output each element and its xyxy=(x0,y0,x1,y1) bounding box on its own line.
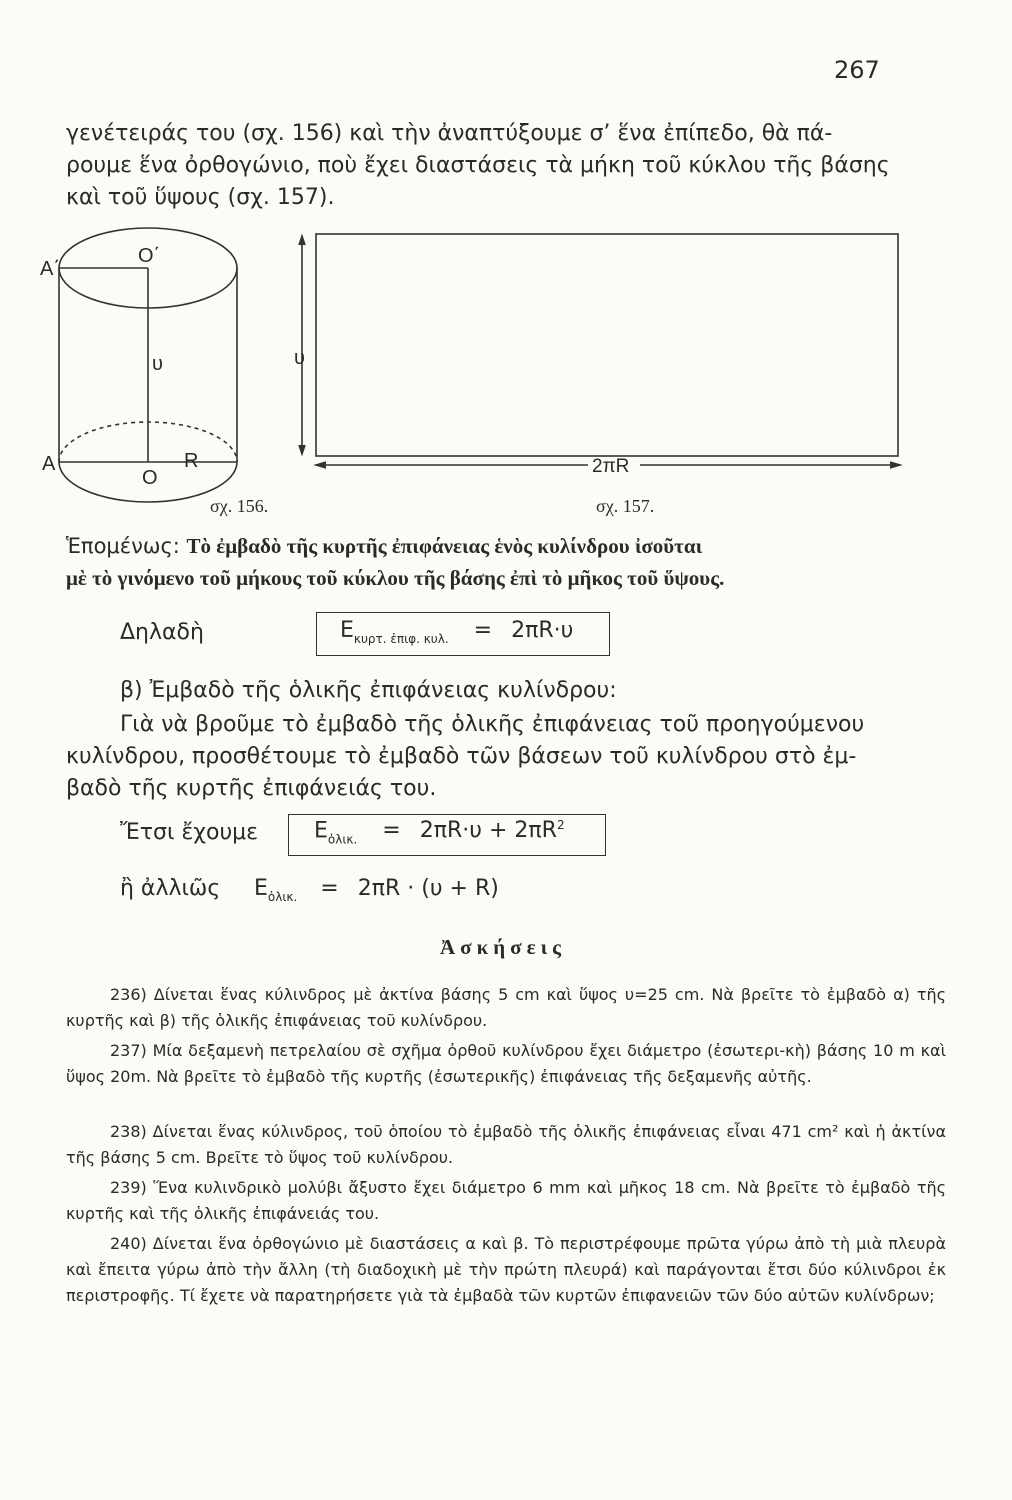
formula2-subscript: ὁλικ. xyxy=(327,832,358,847)
figures-svg xyxy=(0,0,1012,530)
label-u-156: υ xyxy=(152,353,163,375)
formula1-rhs: 2πR·υ xyxy=(511,618,574,643)
label-o-prime: Ο΄ xyxy=(138,245,161,267)
exercise-240: 240) Δίνεται ἕνα ὀρθογώνιο μὲ διαστάσεις α καὶ β. Τὸ περιστρέφουμε πρῶτα γύρω ἀπὸ τὴ μιὰ πλευρὰ καὶ ἔπειτα γύρω ἀπὸ τὴν ἄλλη (τὴ διαδοχικὴ μὲ τὴν πρώτη πλευρά) καὶ παράγονται ἔτσι δύο κύλινδροι ἐκ περιστροφῆς. Τί ἔχετε νὰ παρατηρήσετε γιὰ τὰ ἐμβαδὰ τῶν κυρτῶν ἐπιφανειῶν τῶν δύο αὐτῶν κυλίνδρων; xyxy=(66,1234,946,1305)
intro-line-1: γενέτειράς του (σχ. 156) καὶ τὴν ἀναπτύξουμε σ’ ἕνα ἐπίπεδο, θὰ πά- xyxy=(66,121,833,146)
page-number: 267 xyxy=(834,56,880,84)
label-r: R xyxy=(184,450,199,472)
conclusion-bold-1: Τὸ ἐμβαδὸ τῆς κυρτῆς ἐπιφάνειας ἑνὸς κυλίνδρου ἰσοῦται xyxy=(186,534,703,558)
formula2-e: Ε xyxy=(314,818,328,844)
formula2-label: Ἔτσι ἔχουμε xyxy=(120,820,259,845)
label-a: Α xyxy=(42,453,56,475)
conclusion-line-2: μὲ τὸ γινόμενο τοῦ μήκους τοῦ κύκλου τῆς βάσης ἐπὶ τὸ μῆκος τοῦ ὕψους. xyxy=(66,566,725,590)
formula1-label: Δηλαδὴ xyxy=(120,620,204,645)
intro-line-2: ρουμε ἕνα ὀρθογώνιο, ποὺ ἔχει διαστάσεις τὰ μήκη τοῦ κύκλου τῆς βάσης xyxy=(66,153,890,178)
formula3-content xyxy=(254,876,499,904)
cylinder-figure-156 xyxy=(59,228,237,502)
formula3-label: ἢ ἀλλιῶς xyxy=(120,876,221,901)
formula2-content xyxy=(314,818,565,846)
intro-line-3: καὶ τοῦ ὕψους (σχ. 157). xyxy=(66,185,335,210)
section-b-line-3: βαδὸ τῆς κυρτῆς ἐπιφάνειάς του. xyxy=(66,776,437,801)
label-o: Ο xyxy=(142,467,158,489)
formula2-equals: = xyxy=(382,818,401,844)
caption-157: σχ. 157. xyxy=(596,496,655,516)
formula2-rhs: 2πR·υ + 2πR xyxy=(419,818,557,844)
formula3-e: Ε xyxy=(254,876,268,901)
formula3-rhs: 2πR · (υ + R) xyxy=(357,876,499,901)
exercise-237: 237) Μία δεξαμενὴ πετρελαίου σὲ σχῆμα ὀρθοῦ κυλίνδρου ἔχει διάμετρο (ἐσωτερι-κὴ) βάσης 10 m καὶ ὕψος 20m. Νὰ βρεῖτε τὸ ἐμβαδὸ τῆς κυρτῆς (ἐσωτερικῆς) ἐπιφάνειας τῆς δεξαμενῆς αὐτῆς. xyxy=(66,1041,946,1086)
section-b-line-1: Γιὰ νὰ βροῦμε τὸ ἐμβαδὸ τῆς ὁλικῆς ἐπιφάνειας τοῦ προηγούμενου xyxy=(120,712,865,737)
conclusion-line-1 xyxy=(66,530,946,562)
label-a-prime: Α΄ xyxy=(40,258,60,280)
formula3-equals: = xyxy=(320,876,339,901)
label-2pir: 2πR xyxy=(592,456,630,477)
label-u-157: υ xyxy=(294,347,305,369)
formula2-sup: 2 xyxy=(556,818,565,832)
formula3-subscript: ὁλικ. xyxy=(267,890,298,904)
exercise-238: 238) Δίνεται ἕνας κύλινδρος, τοῦ ὁποίου τὸ ἐμβαδὸ τῆς ὁλικῆς ἐπιφάνειας εἶναι 471 cm² καὶ ἡ ἀκτίνα τῆς βάσης 5 cm. Βρεῖτε τὸ ὕψος τοῦ κυλίνδρου. xyxy=(66,1122,946,1167)
section-b-heading: β) Ἐμβαδὸ τῆς ὁλικῆς ἐπιφάνειας κυλίνδρου: xyxy=(120,678,617,703)
section-b-line-2: κυλίνδρου, προσθέτουμε τὸ ἐμβαδὸ τῶν βάσεων τοῦ κυλίνδρου στὸ ἐμ- xyxy=(66,744,857,769)
rectangle-figure-157 xyxy=(299,234,900,468)
formula1-equals: = xyxy=(473,618,493,643)
exercise-239: 239) Ἕνα κυλινδρικὸ μολύβι ἄξυστο ἔχει διάμετρο 6 mm καὶ μῆκος 18 cm. Νὰ βρεῖτε τὸ ἐμβαδὸ τῆς κυρτῆς καὶ τῆς ὁλικῆς ἐπιφάνειάς του. xyxy=(66,1178,946,1223)
formula1-e: Ε xyxy=(340,618,354,643)
caption-156: σχ. 156. xyxy=(210,496,269,516)
conclusion-lead: Ἑπομένως: xyxy=(66,534,187,558)
formula1-content xyxy=(340,618,573,646)
exercises-title: Ἀσκήσεις xyxy=(440,935,566,959)
formula1-subscript: κυρτ. ἐπιφ. κυλ. xyxy=(353,632,449,646)
exercise-236: 236) Δίνεται ἕνας κύλινδρος μὲ ἀκτίνα βάσης 5 cm καὶ ὕψος υ=25 cm. Νὰ βρεῖτε τὸ ἐμβαδὸ α) τῆς κυρτῆς καὶ β) τῆς ὁλικῆς ἐπιφάνειας τοῦ κυλίνδρου. xyxy=(66,985,946,1030)
